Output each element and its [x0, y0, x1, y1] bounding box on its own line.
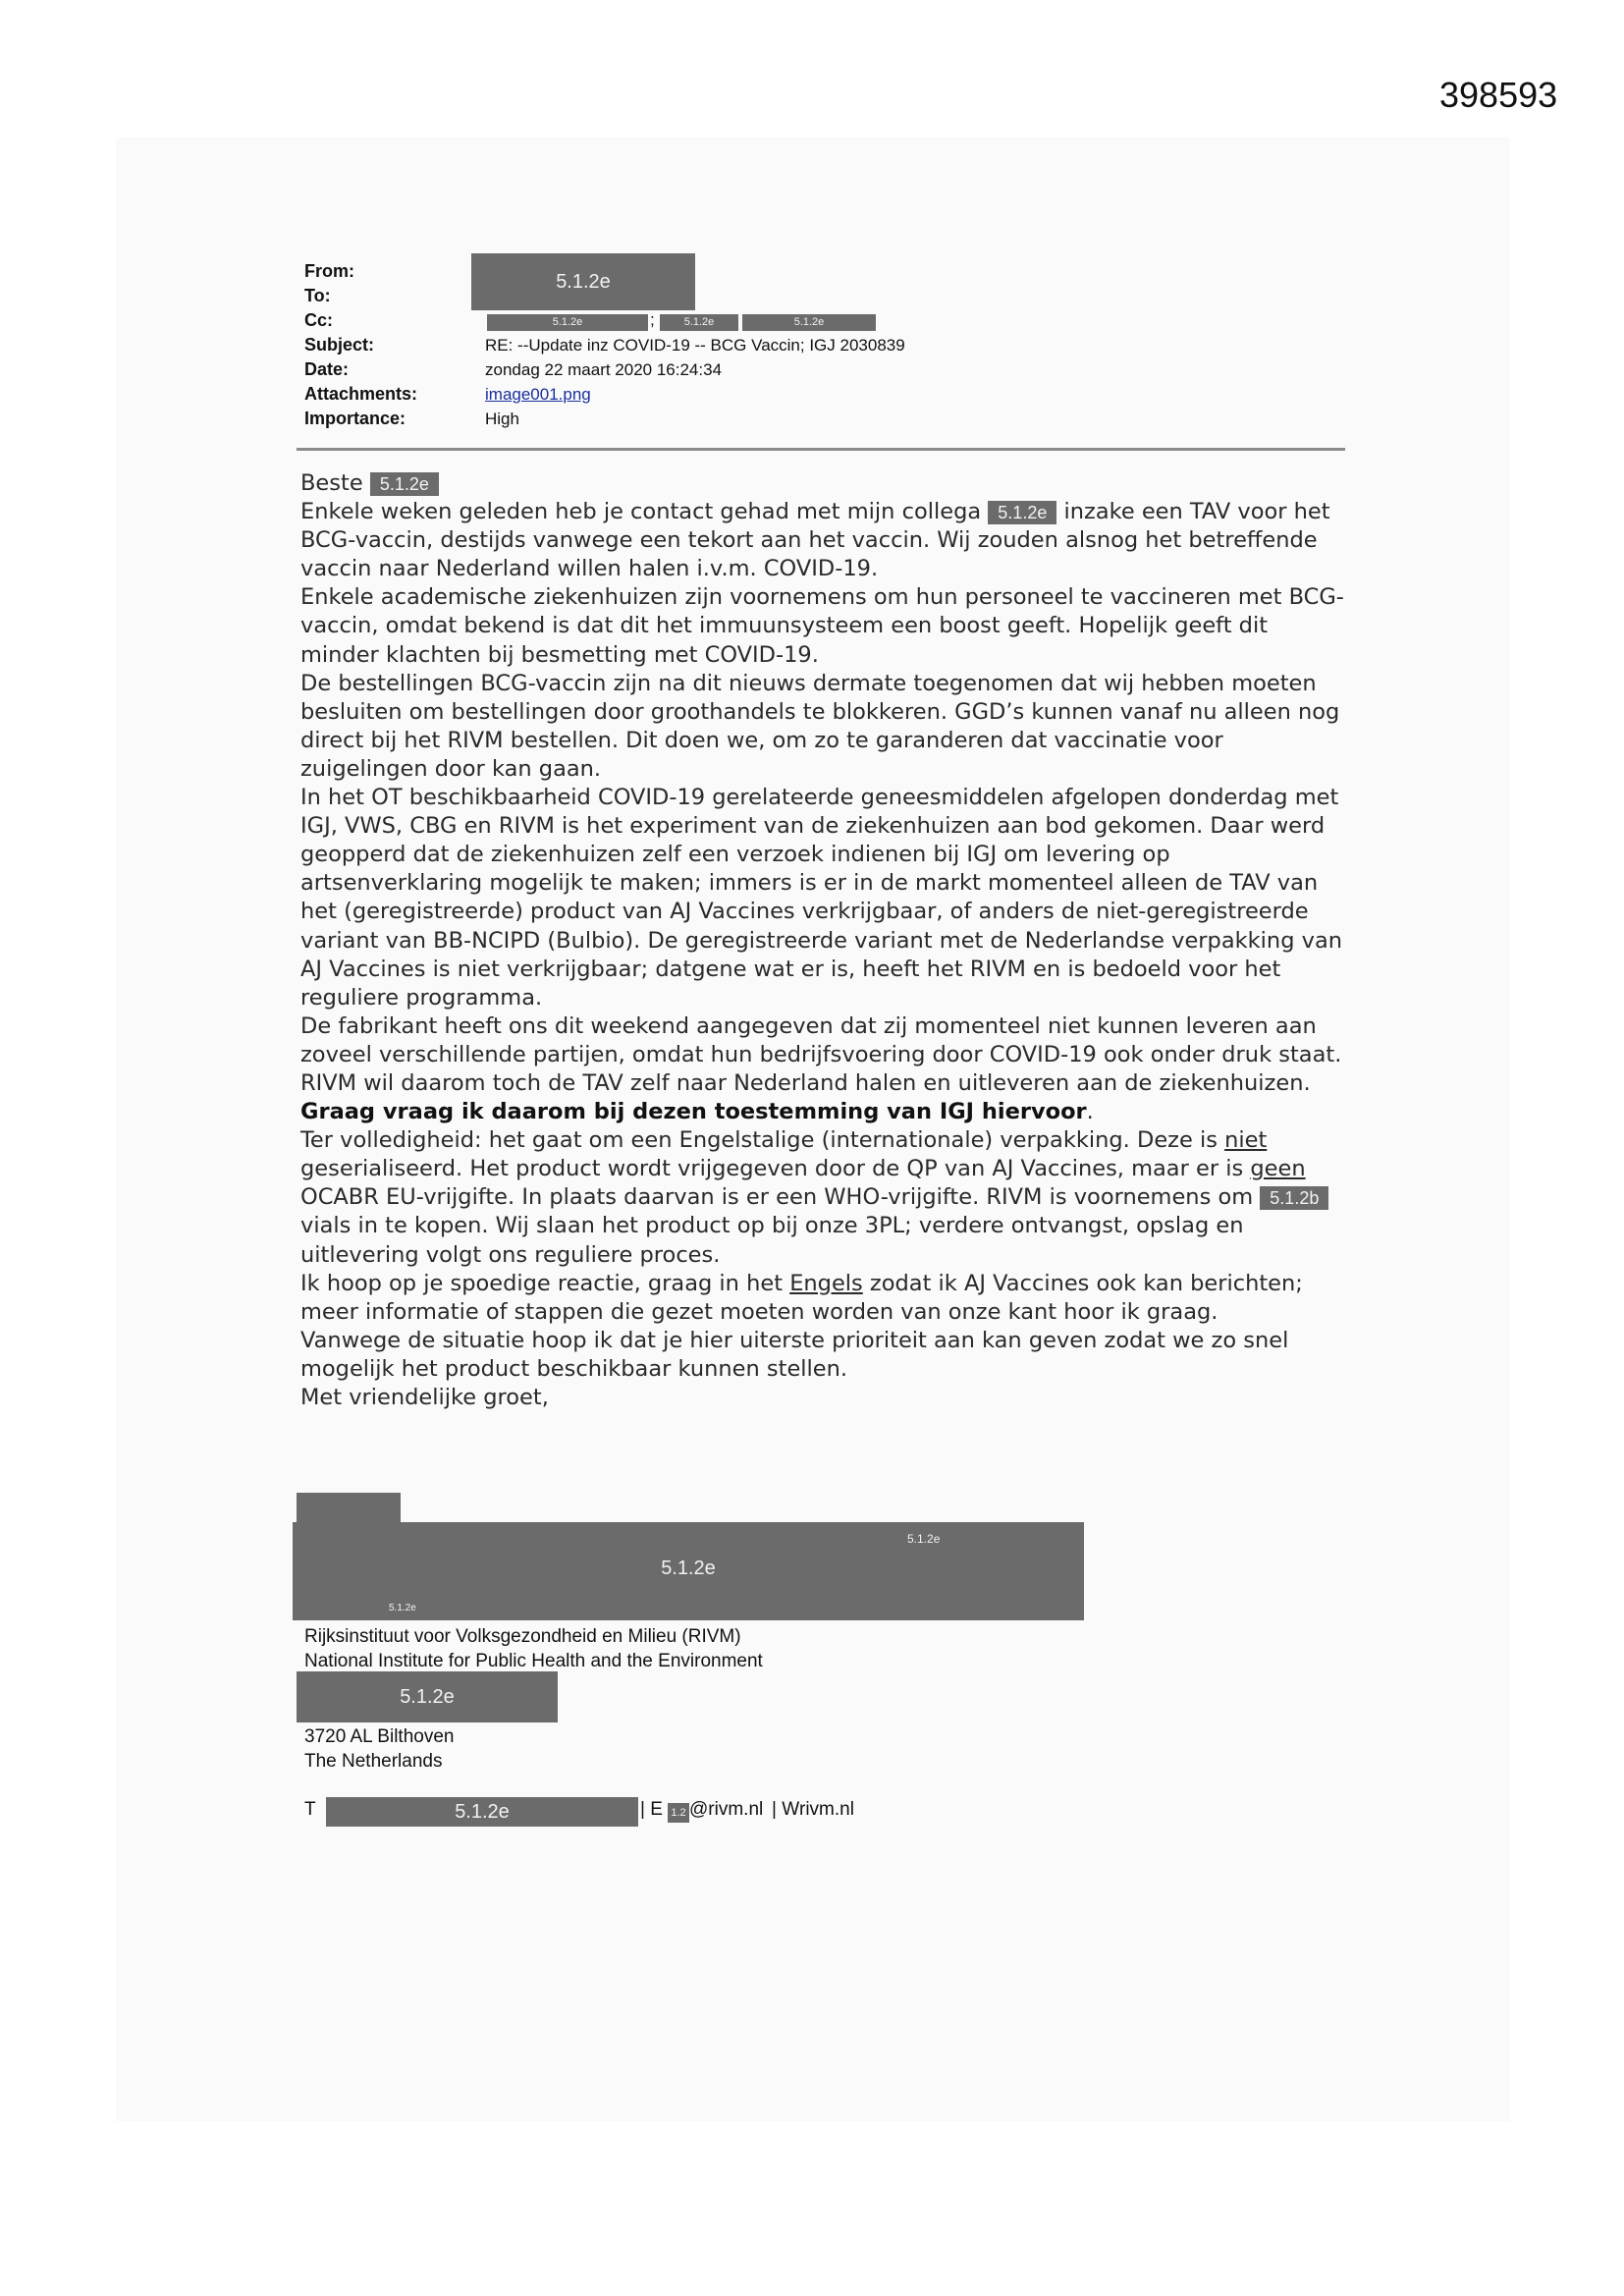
date-label: Date:: [304, 359, 350, 379]
signature-redaction-small-2: 5.1.2e: [389, 1603, 416, 1613]
email-label: | E: [640, 1799, 663, 1820]
paragraph-2: Enkele academische ziekenhuizen zijn voornemens om hun personeel te vaccineren met BCG-vaccin, omdat bekend is dat dit het immuunsysteem een boost geeft. Hopelijk geeft dit minder klachten bij besmetting met COVID-19.: [300, 584, 1344, 668]
paragraph-8-text-d: vials in te kopen. Wij slaan het product op bij onze 3PL; verdere ontvangst, opslag en uitlevering volgt ons reguliere proces.: [300, 1213, 1244, 1268]
paragraph-3: De bestellingen BCG-vaccin zijn na dit nieuws dermate toegenomen dat wij hebben moeten besluiten om bestellingen door groothandels te blokkeren. GGD’s kunnen vanaf nu alleen nog direct bij het RIVM bestellen. Dit doen we, om zo te garanderen dat vaccinatie voor zuigelingen door kan gaan.: [300, 670, 1340, 782]
document-number: 398593: [1439, 75, 1558, 115]
web-label: | W: [772, 1799, 800, 1820]
paragraph-7: [300, 1098, 1351, 1126]
org-name-nl: Rijksinstituut voor Volksgezondheid en Milieu (RIVM): [304, 1626, 741, 1647]
underlined-engels: Engels: [789, 1270, 863, 1296]
request-bold-text: Graag vraag ik daarom bij dezen toestemming van IGJ hiervoor: [300, 1099, 1087, 1125]
attachments-label: Attachments:: [304, 384, 418, 404]
address-redaction: 5.1.2e: [297, 1671, 558, 1722]
website[interactable]: rivm.nl: [799, 1799, 854, 1820]
cc-separator: ;: [650, 310, 655, 329]
quantity-redaction: 5.1.2b: [1260, 1186, 1328, 1210]
closing: Met vriendelijke groet,: [300, 1385, 549, 1410]
importance-value: High: [485, 410, 519, 428]
header-divider: [297, 448, 1345, 451]
paragraph-1-text-b: inzake een TAV voor het BCG-vaccin, destijds vanwege een tekort aan het vaccin. Wij zouden alsnog het betreffende vaccin naar Nederland willen halen i.v.m. COVID-19.: [300, 499, 1330, 582]
country: The Netherlands: [304, 1751, 443, 1772]
request-period: .: [1086, 1099, 1094, 1125]
org-name-en: National Institute for Public Health and the Environment: [304, 1651, 763, 1671]
from-label: From:: [304, 261, 354, 281]
signature-redaction-small-1: 5.1.2e: [907, 1532, 941, 1546]
email-body: [300, 469, 1351, 1412]
paragraph-4: In het OT beschikbaarheid COVID-19 gerelateerde geneesmiddelen afgelopen donderdag met IGJ, VWS, CBG en RIVM is het experiment van de ziekenhuizen aan bod gekomen. Daar werd geopperd dat de ziekenhuizen zelf een verzoek indienen bij IGJ om levering op artsenverklaring mogelijk te maken; immers is er in de markt momenteel alleen de TAV van het (geregistreerde) product van AJ Vaccines verkrijgbaar, of anders de niet-geregistreerde variant van BB-NCIPD (Bulbio). De geregistreerde variant met de Nederlandse verpakking van AJ Vaccines is niet verkrijgbaar; datgene wat er is, heeft het RIVM en is bedoeld voor het reguliere programma.: [300, 785, 1342, 1011]
signature-name-redaction: [297, 1493, 401, 1522]
greeting: Beste: [300, 470, 363, 496]
phone-redaction: 5.1.2e: [326, 1797, 638, 1827]
cc-redaction-1: 5.1.2e: [487, 314, 648, 331]
paragraph-9-text-b: zodat ik AJ Vaccines ook kan berichten; meer informatie of stappen die gezet moeten worden van onze kant hoor ik graag.: [300, 1270, 1303, 1325]
greeting-redaction: 5.1.2e: [370, 472, 439, 496]
email-domain-link[interactable]: @rivm.nl: [689, 1799, 764, 1820]
paragraph-9-text-a: Ik hoop op je spoedige reactie, graag in het: [300, 1270, 790, 1296]
paragraph-1: [300, 498, 1351, 583]
paragraph-6: RIVM wil daarom toch de TAV zelf naar Nederland halen en uitleveren aan de ziekenhuizen.: [300, 1069, 1311, 1096]
to-label: To:: [304, 286, 331, 305]
underlined-niet: niet: [1224, 1127, 1268, 1154]
underlined-geen: geen: [1250, 1156, 1306, 1182]
email-user-redaction: 1.2: [668, 1803, 689, 1823]
cc-label: Cc:: [304, 310, 334, 330]
subject-label: Subject:: [304, 335, 375, 355]
attachment-link[interactable]: image001.png: [485, 385, 591, 404]
paragraph-5: De fabrikant heeft ons dit weekend aangegeven dat zij momenteel niet kunnen leveren aan zoveel verschillende partijen, omdat hun bedrijfsvoering door COVID-19 ook onder druk staat.: [300, 1012, 1342, 1067]
importance-label: Importance:: [304, 409, 406, 428]
cc-redaction-2: 5.1.2e: [660, 314, 738, 331]
phone-prefix: T: [304, 1799, 316, 1820]
from-to-redaction: 5.1.2e: [471, 253, 695, 310]
postal-code: 3720 AL Bilthoven: [304, 1726, 455, 1747]
cc-redaction-3: 5.1.2e: [742, 314, 876, 331]
paragraph-10: Vanwege de situatie hoop ik dat je hier uiterste prioriteit aan kan geven zodat we zo snel mogelijk het product beschikbaar kunnen stellen.: [300, 1327, 1289, 1382]
paragraph-8-text-a: Ter volledigheid: het gaat om een Engelstalige (internationale) verpakking. Deze is: [300, 1127, 1225, 1154]
signature-block-redaction: [293, 1522, 1084, 1620]
date-value: zondag 22 maart 2020 16:24:34: [485, 360, 723, 379]
subject-value: RE: --Update inz COVID-19 -- BCG Vaccin; IGJ 2030839: [485, 336, 905, 355]
signature-redaction-label: 5.1.2e: [661, 1558, 716, 1579]
paragraph-8-text-b: geserialiseerd. Het product wordt vrijgegeven door de QP van AJ Vaccines, maar er is: [300, 1156, 1251, 1182]
paragraph-8: [300, 1126, 1351, 1269]
paragraph-1-text-a: Enkele weken geleden heb je contact gehad met mijn collega: [300, 499, 982, 525]
paragraph-9: [300, 1270, 1351, 1327]
paragraph-8-text-c: OCABR EU-vrijgifte. In plaats daarvan is er een WHO-vrijgifte. RIVM is voornemens om: [300, 1184, 1254, 1211]
greeting-paragraph: [300, 469, 1351, 498]
colleague-redaction: 5.1.2e: [988, 501, 1056, 524]
